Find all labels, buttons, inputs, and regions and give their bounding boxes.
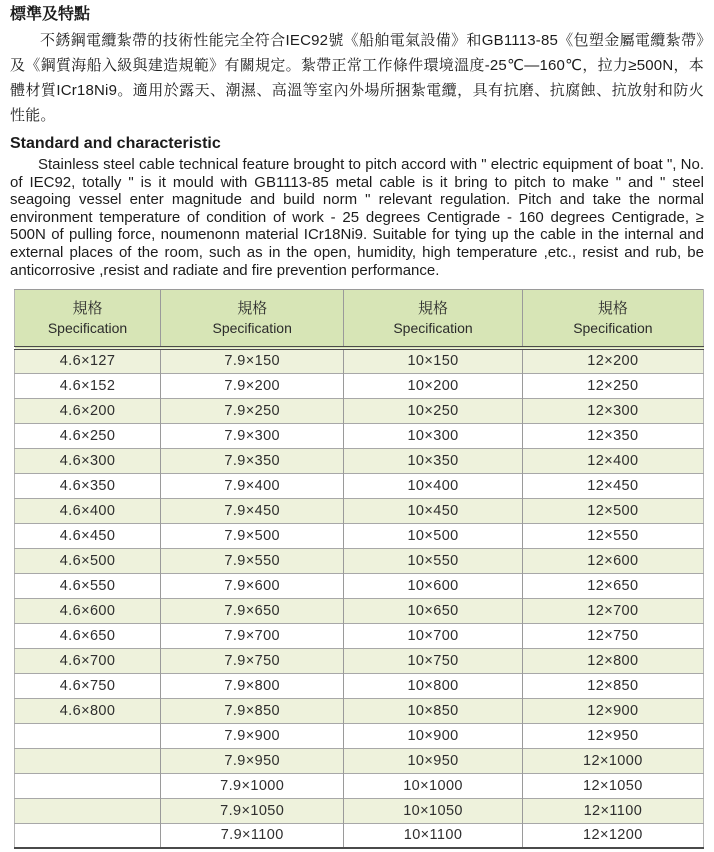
- spec-cell: 4.6×450: [15, 523, 161, 548]
- spec-cell: 4.6×650: [15, 623, 161, 648]
- spec-cell: 10×400: [344, 473, 522, 498]
- spec-row: [15, 523, 704, 548]
- spec-cell: 4.6×152: [15, 373, 161, 398]
- spec-cell: 10×550: [344, 548, 522, 573]
- spec-row: [15, 473, 704, 498]
- spec-cell: 7.9×950: [161, 748, 344, 773]
- spec-cell: 12×1000: [522, 748, 703, 773]
- spec-cell: 12×450: [522, 473, 703, 498]
- spec-row: [15, 823, 704, 848]
- spec-cell: 12×500: [522, 498, 703, 523]
- spec-cell: 7.9×250: [161, 398, 344, 423]
- spec-cell: 7.9×400: [161, 473, 344, 498]
- spec-cell: 10×700: [344, 623, 522, 648]
- spec-cell: 4.6×750: [15, 673, 161, 698]
- spec-cell: 12×600: [522, 548, 703, 573]
- spec-cell: 10×900: [344, 723, 522, 748]
- spec-cell: 10×450: [344, 498, 522, 523]
- spec-cell: 7.9×450: [161, 498, 344, 523]
- spec-cell: 4.6×350: [15, 473, 161, 498]
- spec-cell: 12×400: [522, 448, 703, 473]
- description-paragraph-zh: 不銹鋼電纜紮帶的技術性能完全符合IEC92號《船舶電氣設備》和GB1113-85《包塑金屬電纜紮帶》及《鋼質海船入級與建造規範》有關規定。紮帶正常工作條件環境溫度-25℃—160℃，拉力≥500N，本體材質ICr18Ni9。適用於露天、潮濕、高溫等室內外場所捆紮電纜，具有抗磨、抗腐蝕、抗放射和防火性能。: [10, 32, 704, 124]
- spec-cell: 4.6×700: [15, 648, 161, 673]
- spec-cell-empty: [15, 823, 161, 848]
- spec-cell-empty: [15, 748, 161, 773]
- spec-header-label-zh: 規格: [418, 300, 449, 318]
- spec-cell: 7.9×200: [161, 373, 344, 398]
- section-title-en: Standard and characteristic: [10, 135, 221, 152]
- spec-header-label-en: Specification: [393, 320, 473, 337]
- spec-cell: 10×600: [344, 573, 522, 598]
- spec-row: [15, 373, 704, 398]
- spec-cell: 12×1100: [522, 798, 703, 823]
- spec-row: [15, 748, 704, 773]
- spec-cell: 10×1050: [344, 798, 522, 823]
- spec-cell: 4.6×127: [15, 348, 161, 373]
- spec-row: [15, 698, 704, 723]
- spec-cell: 12×250: [522, 373, 703, 398]
- spec-header-label-en: Specification: [47, 320, 128, 337]
- spec-header-row: [15, 290, 704, 349]
- spec-cell: 12×900: [522, 698, 703, 723]
- spec-cell: 4.6×550: [15, 573, 161, 598]
- spec-column-header: [161, 290, 344, 349]
- spec-cell: 7.9×850: [161, 698, 344, 723]
- specification-table: [14, 289, 704, 849]
- spec-cell: 12×350: [522, 423, 703, 448]
- spec-cell: 4.6×500: [15, 548, 161, 573]
- spec-row: [15, 673, 704, 698]
- spec-row: [15, 598, 704, 623]
- section-title-zh: 標準及特點: [10, 6, 91, 23]
- spec-header-label-en: Specification: [212, 320, 292, 337]
- spec-cell-empty: [15, 798, 161, 823]
- spec-row: [15, 623, 704, 648]
- spec-cell: 10×1000: [344, 773, 522, 798]
- spec-row: [15, 573, 704, 598]
- spec-cell: 12×1200: [522, 823, 703, 848]
- spec-row: [15, 798, 704, 823]
- spec-cell: 12×550: [522, 523, 703, 548]
- spec-cell: 7.9×150: [161, 348, 344, 373]
- spec-cell: 10×1100: [344, 823, 522, 848]
- spec-cell: 7.9×650: [161, 598, 344, 623]
- description-paragraph-en: Stainless steel cable technical feature brought to pitch accord with " electric equipment of boat ", No. of IEC92, totally " is it mould with GB1113-85 metal cable is it bring to pitch to make " and " steel seagoing vessel enter magnitude and build norm " relevant regulation. Pitch and take the normal environment temperature of condition of work - 25 degrees Centigrade - 160 degrees Centigrade, ≥ 500N of pulling force, noumenonn material ICr18Ni9. Suitable for tying up the cable in the internal and external places of the room, such as in the open, humidity, high temperature ,etc., resist and rub, be anticorrosive ,resist and radiate and fire prevention performance.: [10, 156, 704, 279]
- spec-cell: 7.9×700: [161, 623, 344, 648]
- spec-cell: 7.9×550: [161, 548, 344, 573]
- spec-row: [15, 398, 704, 423]
- spec-cell: 7.9×1000: [161, 773, 344, 798]
- spec-row: [15, 448, 704, 473]
- spec-cell: 12×700: [522, 598, 703, 623]
- spec-cell: 10×800: [344, 673, 522, 698]
- spec-cell: 10×850: [344, 698, 522, 723]
- spec-cell: 7.9×600: [161, 573, 344, 598]
- spec-cell: 10×350: [344, 448, 522, 473]
- spec-cell: 10×250: [344, 398, 522, 423]
- spec-cell: 12×650: [522, 573, 703, 598]
- spec-row: [15, 498, 704, 523]
- spec-header-label-zh: 規格: [72, 300, 103, 318]
- spec-cell: 7.9×1100: [161, 823, 344, 848]
- spec-row: [15, 348, 704, 373]
- spec-cell: 4.6×250: [15, 423, 161, 448]
- spec-cell: 10×650: [344, 598, 522, 623]
- spec-cell: 7.9×800: [161, 673, 344, 698]
- spec-cell: 7.9×750: [161, 648, 344, 673]
- spec-cell: 12×950: [522, 723, 703, 748]
- spec-column-header: [15, 290, 161, 349]
- spec-cell: 4.6×800: [15, 698, 161, 723]
- spec-cell: 10×300: [344, 423, 522, 448]
- spec-cell: 12×850: [522, 673, 703, 698]
- spec-row: [15, 423, 704, 448]
- spec-header-label-zh: 規格: [597, 300, 628, 318]
- spec-cell: 10×150: [344, 348, 522, 373]
- spec-cell: 4.6×300: [15, 448, 161, 473]
- spec-cell: 12×200: [522, 348, 703, 373]
- spec-cell: 12×800: [522, 648, 703, 673]
- spec-cell: 4.6×200: [15, 398, 161, 423]
- spec-cell: 10×950: [344, 748, 522, 773]
- spec-column-header: [522, 290, 703, 349]
- spec-row: [15, 773, 704, 798]
- spec-row: [15, 548, 704, 573]
- spec-cell: 4.6×400: [15, 498, 161, 523]
- spec-cell: 7.9×500: [161, 523, 344, 548]
- spec-cell: 7.9×350: [161, 448, 344, 473]
- spec-row: [15, 723, 704, 748]
- spec-cell: 7.9×1050: [161, 798, 344, 823]
- spec-cell-empty: [15, 773, 161, 798]
- spec-cell: 10×200: [344, 373, 522, 398]
- spec-header-label-en: Specification: [573, 320, 653, 337]
- spec-column-header: [344, 290, 522, 349]
- spec-row: [15, 648, 704, 673]
- spec-cell: 12×750: [522, 623, 703, 648]
- spec-cell-empty: [15, 723, 161, 748]
- spec-cell: 10×500: [344, 523, 522, 548]
- spec-cell: 12×1050: [522, 773, 703, 798]
- spec-header-label-zh: 規格: [237, 300, 268, 318]
- spec-cell: 10×750: [344, 648, 522, 673]
- spec-cell: 12×300: [522, 398, 703, 423]
- spec-cell: 7.9×900: [161, 723, 344, 748]
- spec-cell: 4.6×600: [15, 598, 161, 623]
- spec-cell: 7.9×300: [161, 423, 344, 448]
